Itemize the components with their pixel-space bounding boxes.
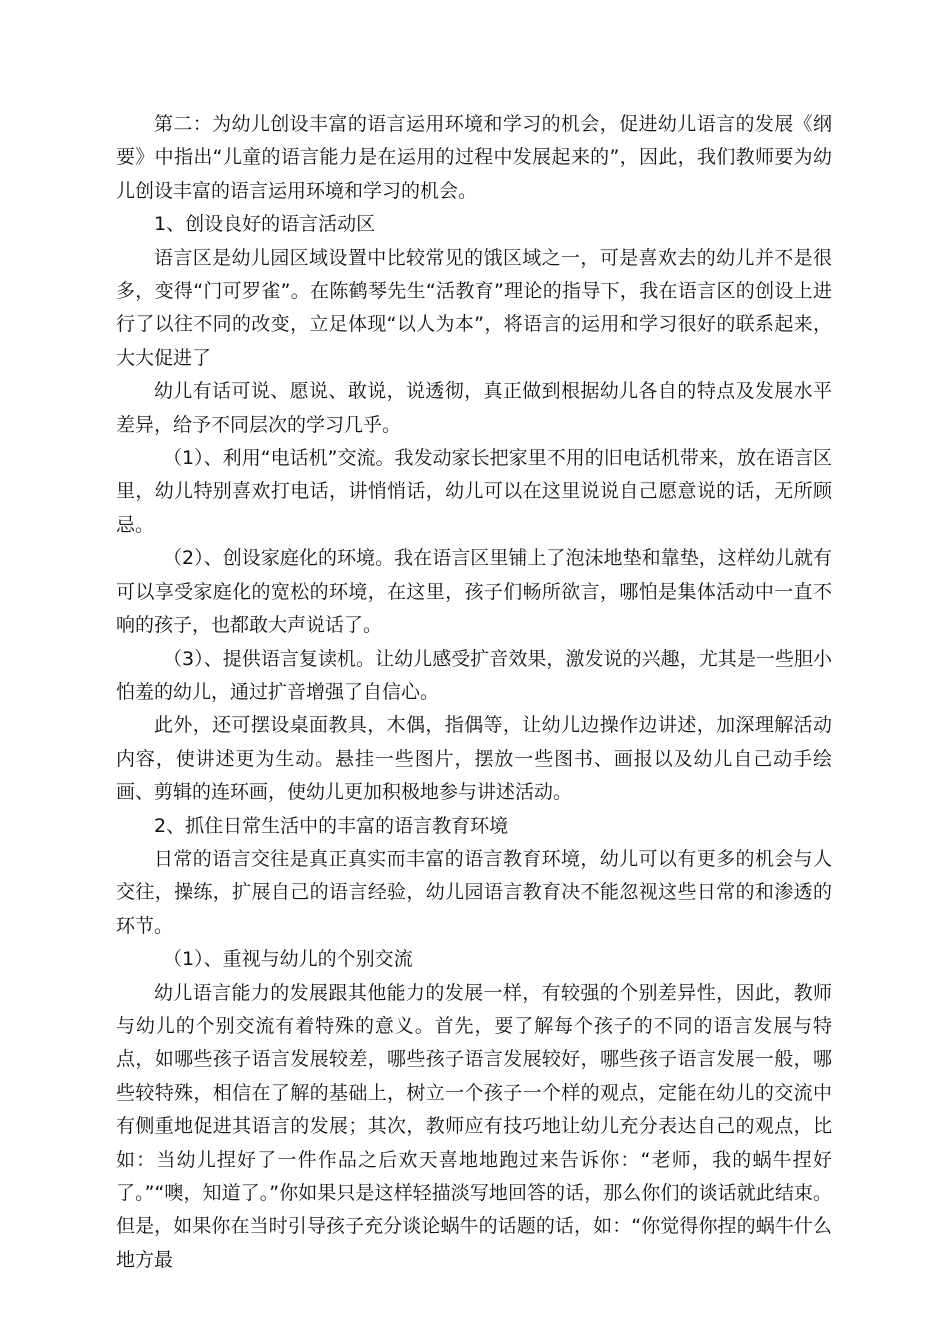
list-item-1: （1）、重视与幼儿的个别交流 <box>163 948 413 971</box>
paragraph: 语言区是幼儿园区域设置中比较常见的饿区域之一，可是喜欢去的幼儿并不是很多，变得“门可罗雀”。在陈鹤琴先生“活教育”理论的指导下，我在语言区的创设上进行了以往不同的改变，立足体现“以人为本”，将语言的运用和学习很好的联系起来，大大促进了 <box>116 246 832 369</box>
section-heading-2: 2、抓住日常生活中的丰富的语言教育环境 <box>154 814 509 837</box>
document-body <box>116 108 832 1277</box>
list-item-2: （2）、创设家庭化的环境。我在语言区里铺上了泡沫地垫和靠垫，这样幼儿就有可以享受家庭化的宽松的环境，在这里，孩子们畅所欲言，哪怕是集体活动中一直不响的孩子，也都敢大声说话了。 <box>116 547 832 637</box>
paragraph: 日常的语言交往是真正真实而丰富的语言教育环境，幼儿可以有更多的机会与人交往，操练，扩展自己的语言经验，幼儿园语言教育决不能忽视这些日常的和渗透的环节。 <box>116 847 832 937</box>
section-heading-1: 1、创设良好的语言活动区 <box>154 213 376 236</box>
list-item-3: （3）、提供语言复读机。让幼儿感受扩音效果，激发说的兴趣，尤其是一些胆小怕羞的幼儿，通过扩音增强了自信心。 <box>116 647 832 703</box>
paragraph: 幼儿有话可说、愿说、敢说，说透彻，真正做到根据幼儿各自的特点及发展水平差异，给予不同层次的学习几乎。 <box>116 380 832 436</box>
paragraph: 此外，还可摆设桌面教具，木偶，指偶等，让幼儿边操作边讲述，加深理解活动内容，使讲述更为生动。悬挂一些图片，摆放一些图书、画报以及幼儿自己动手绘画、剪辑的连环画，使幼儿更加积极地参与讲述活动。 <box>116 714 832 804</box>
paragraph: 幼儿语言能力的发展跟其他能力的发展一样，有较强的个别差异性，因此，教师与幼儿的个别交流有着特殊的意义。首先，要了解每个孩子的不同的语言发展与特点，如哪些孩子语言发展较差，哪些孩子语言发展较好，哪些孩子语言发展一般，哪些较特殊，相信在了解的基础上，树立一个孩子一个样的观点，定能在幼儿的交流中有侧重地促进其语言的发展；其次，教师应有技巧地让幼儿充分表达自己的观点，比如：当幼儿捏好了一件作品之后欢天喜地地跑过来告诉你：“老师，我的蜗牛捏好了。”“噢，知道了。”你如果只是这样轻描淡写地回答的话，那么你们的谈话就此结束。但是，如果你在当时引导孩子充分谈论蜗牛的话题的话，如：“你觉得你捏的蜗牛什么地方最 <box>116 981 832 1271</box>
list-item-1: （1）、利用“电话机”交流。我发动家长把家里不用的旧电话机带来，放在语言区里，幼儿特别喜欢打电话，讲悄悄话，幼儿可以在这里说说自己愿意说的话，无所顾忌。 <box>116 447 832 536</box>
paragraph-intro: 第二：为幼儿创设丰富的语言运用环境和学习的机会，促进幼儿语言的发展《纲要》中指出“儿童的语言能力是在运用的过程中发展起来的”，因此，我们教师要为幼儿创设丰富的语言运用环境和学习的机会。 <box>116 113 832 202</box>
